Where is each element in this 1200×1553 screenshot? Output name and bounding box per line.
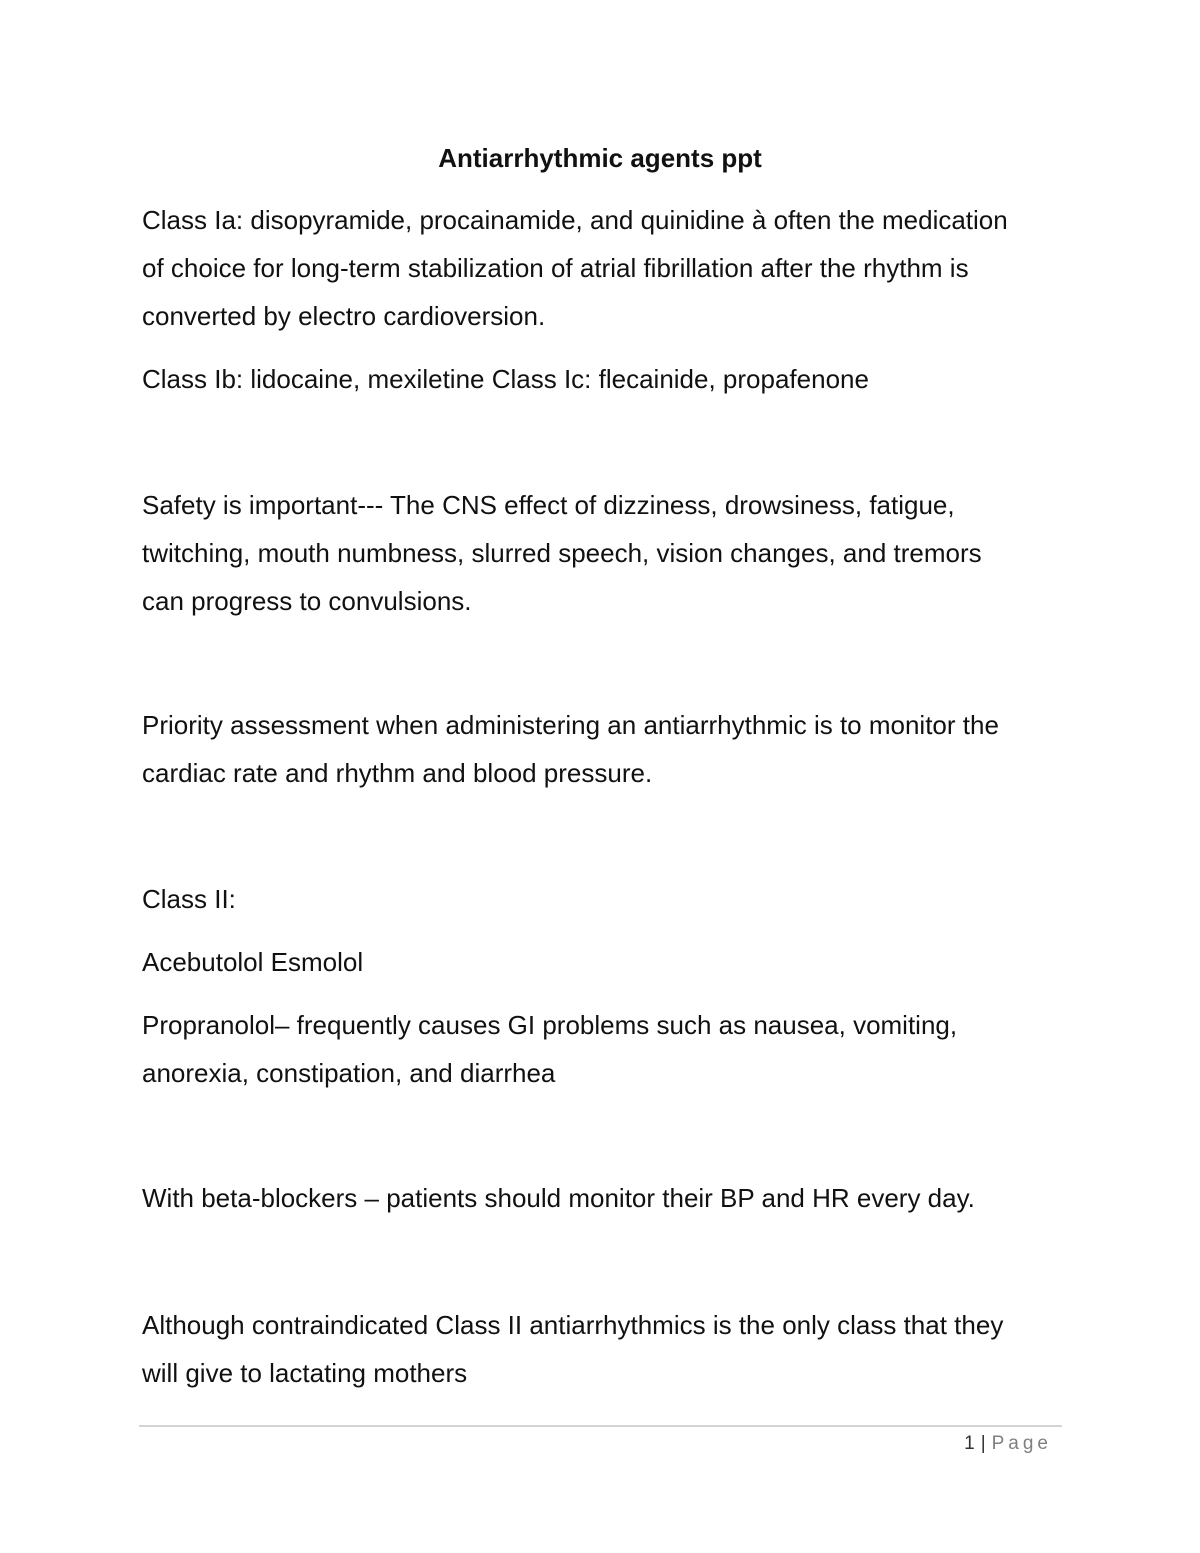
paragraph-line: Priority assessment when administering an antiarrhythmic is to monitor the [142,710,999,740]
paragraph-propranolol [142,1001,1072,1097]
paragraph-line: Propranolol– frequently causes GI problems such as nausea, vomiting, [142,1010,958,1040]
page-footer [964,1430,1052,1458]
paragraph-line: of choice for long-term stabilization of atrial fibrillation after the rhythm is [142,253,969,283]
paragraph-line: Although contraindicated Class II antiarrhythmics is the only class that they [142,1310,1004,1340]
paragraph-line: Acebutolol Esmolol [142,947,364,977]
page-label: Page [991,1433,1052,1454]
footer-separator: | [980,1433,986,1454]
document-title: Antiarrhythmic agents ppt [438,143,762,173]
paragraph-class-ia [142,196,1072,340]
paragraph-line: will give to lactating mothers [142,1358,468,1388]
paragraph-lactating-mothers [142,1301,1072,1397]
paragraph-class-ii-heading [142,875,1072,923]
page-number: 1 [964,1433,975,1454]
paragraph-line: converted by electro cardioversion. [142,301,546,331]
paragraph-line: Class Ib: lidocaine, mexiletine Class Ic: flecainide, propafenone [142,364,869,394]
paragraph-line: Safety is important--- The CNS effect of dizziness, drowsiness, fatigue, [142,490,955,520]
paragraph-class-ii-drugs [142,938,1072,986]
paragraph-line: Class Ia: disopyramide, procainamide, and quinidine à often the medication [142,205,1008,235]
paragraph-line: cardiac rate and rhythm and blood pressure. [142,758,653,788]
paragraph-class-ib-ic [142,355,1072,403]
paragraph-beta-blockers [142,1174,1072,1222]
paragraph-safety [142,481,1072,625]
paragraph-line: With beta-blockers – patients should monitor their BP and HR every day. [142,1183,975,1213]
footer-divider [139,1425,1062,1427]
paragraph-priority-assessment [142,701,1072,797]
paragraph-line: anorexia, constipation, and diarrhea [142,1058,556,1088]
paragraph-line: can progress to convulsions. [142,586,472,616]
paragraph-line: Class II: [142,884,236,914]
paragraph-line: twitching, mouth numbness, slurred speech, vision changes, and tremors [142,538,982,568]
